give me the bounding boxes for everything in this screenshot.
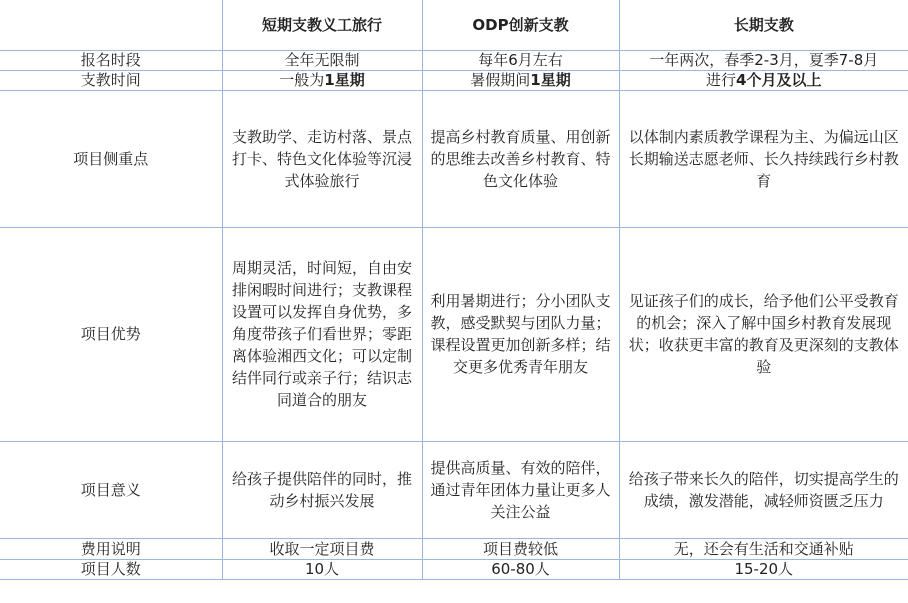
- row-count: [0, 559, 908, 579]
- header-long-term: 长期支教: [619, 0, 908, 50]
- row-label-focus: 项目侧重点: [0, 90, 222, 227]
- row-label-duration: 支教时间: [0, 70, 222, 90]
- row-meaning: [0, 441, 908, 538]
- header-row: [0, 0, 908, 50]
- duration-long-bold: 4个月及以上: [736, 71, 822, 89]
- cell-meaning-long: 给孩子带来长久的陪伴，切实提高学生的成绩，激发潜能，减轻师资匮乏压力: [619, 441, 908, 538]
- cell-advantage-short: 周期灵活，时间短，自由安排闲暇时间进行；支教课程设置可以发挥自身优势，多角度带孩子们看世界；零距离体验湘西文化；可以定制结伴同行或亲子行；结识志同道合的朋友: [222, 227, 422, 441]
- cell-signup-short: 全年无限制: [222, 50, 422, 70]
- row-duration: [0, 70, 908, 90]
- cell-focus-odp: 提高乡村教育质量、用创新的思维去改善乡村教育、特色文化体验: [422, 90, 619, 227]
- cell-signup-long: 一年两次，春季2-3月，夏季7-8月: [619, 50, 908, 70]
- cell-cost-short: 收取一定项目费: [222, 538, 422, 559]
- duration-short-bold: 1星期: [324, 71, 365, 89]
- row-label-meaning: 项目意义: [0, 441, 222, 538]
- row-focus: [0, 90, 908, 227]
- cell-focus-long: 以体制内素质教学课程为主、为偏远山区长期输送志愿老师、长久持续践行乡村教育: [619, 90, 908, 227]
- cell-meaning-odp: 提供高质量、有效的陪伴，通过青年团体力量让更多人关注公益: [422, 441, 619, 538]
- cell-count-odp: 60-80人: [422, 559, 619, 579]
- header-corner: [0, 0, 222, 50]
- cell-duration-long: [619, 70, 908, 90]
- cell-signup-odp: 每年6月左右: [422, 50, 619, 70]
- duration-long-text: 进行: [706, 71, 737, 89]
- row-cost: [0, 538, 908, 559]
- header-odp: ODP创新支教: [422, 0, 619, 50]
- duration-odp-bold: 1星期: [530, 71, 571, 89]
- cell-cost-long: 无，还会有生活和交通补贴: [619, 538, 908, 559]
- cell-meaning-short: 给孩子提供陪伴的同时，推动乡村振兴发展: [222, 441, 422, 538]
- cell-advantage-long: 见证孩子们的成长，给予他们公平受教育的机会；深入了解中国乡村教育发展现状；收获更丰富的教育及更深刻的支教体验: [619, 227, 908, 441]
- duration-odp-text: 暑假期间: [470, 71, 531, 89]
- cell-cost-odp: 项目费较低: [422, 538, 619, 559]
- cell-duration-odp: [422, 70, 619, 90]
- row-label-count: 项目人数: [0, 559, 222, 579]
- cell-duration-short: [222, 70, 422, 90]
- row-label-cost: 费用说明: [0, 538, 222, 559]
- row-label-advantage: 项目优势: [0, 227, 222, 441]
- row-signup: [0, 50, 908, 70]
- duration-short-text: 一般为: [279, 71, 325, 89]
- cell-advantage-odp: 利用暑期进行；分小团队支教，感受默契与团队力量；课程设置更加创新多样；结交更多优秀青年朋友: [422, 227, 619, 441]
- header-short-term: 短期支教义工旅行: [222, 0, 422, 50]
- cell-count-short: 10人: [222, 559, 422, 579]
- row-advantage: [0, 227, 908, 441]
- row-label-signup: 报名时段: [0, 50, 222, 70]
- cell-focus-short: 支教助学、走访村落、景点打卡、特色文化体验等沉浸式体验旅行: [222, 90, 422, 227]
- cell-count-long: 15-20人: [619, 559, 908, 579]
